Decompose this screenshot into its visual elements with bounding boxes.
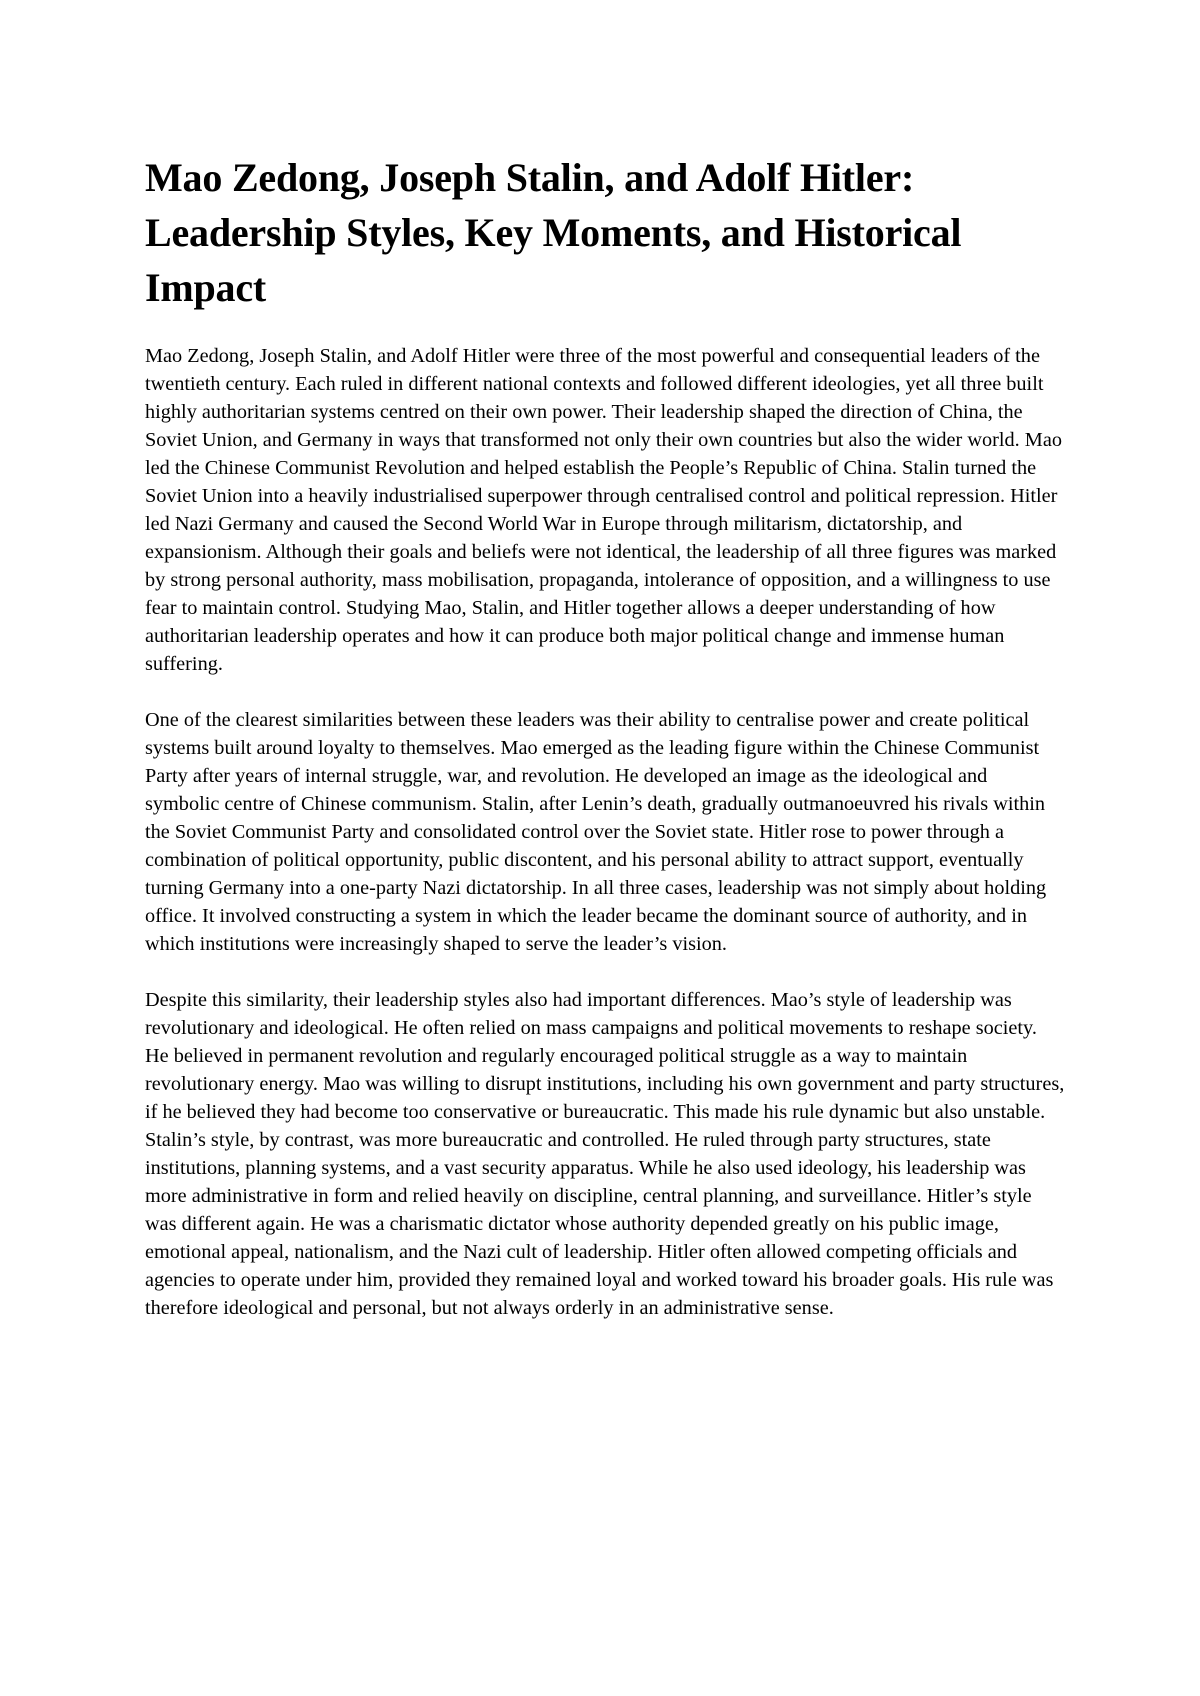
document-title: Mao Zedong, Joseph Stalin, and Adolf Hitler: Leadership Styles, Key Moments, and Historical Impact bbox=[145, 155, 962, 310]
paragraph-similarities: One of the clearest similarities between these leaders was their ability to centralise power and create political systems built around loyalty to themselves. Mao emerged as the leading figure within the Chinese Communist Party after years of internal struggle, war, and revolution. He developed an image as the ideological and symbolic centre of Chinese communism. Stalin, after Lenin’s death, gradually outmanoeuvred his rivals within the Soviet Communist Party and consolidated control over the Soviet state. Hitler rose to power through a combination of political opportunity, public discontent, and his personal ability to attract support, eventually turning Germany into a one-party Nazi dictatorship. In all three cases, leadership was not simply about holding office. It involved constructing a system in which the leader became the dominant source of authority, and in which institutions were increasingly shaped to serve the leader’s vision. bbox=[145, 709, 1047, 955]
paragraph-intro: Mao Zedong, Joseph Stalin, and Adolf Hitler were three of the most powerful and consequential leaders of the twentieth century. Each ruled in different national contexts and followed different ideologies, yet all three built highly authoritarian systems centred on their own power. Their leadership shaped the direction of China, the Soviet Union, and Germany in ways that transformed not only their own countries but also the wider world. Mao led the Chinese Communist Revolution and helped establish the People’s Republic of China. Stalin turned the Soviet Union into a heavily industrialised superpower through centralised control and political repression. Hitler led Nazi Germany and caused the Second World War in Europe through militarism, dictatorship, and expansionism. Although their goals and beliefs were not identical, the leadership of all three figures was marked by strong personal authority, mass mobilisation, propaganda, intolerance of opposition, and a willingness to use fear to maintain control. Studying Mao, Stalin, and Hitler together allows a deeper understanding of how authoritarian leadership operates and how it can produce both major political change and immense human suffering. bbox=[145, 345, 1062, 675]
paragraph-differences: Despite this similarity, their leadership styles also had important differences. Mao’s style of leadership was revolutionary and ideological. He often relied on mass campaigns and political movements to reshape society. He believed in permanent revolution and regularly encouraged political struggle as a way to maintain revolutionary energy. Mao was willing to disrupt institutions, including his own government and party structures, if he believed they had become too conservative or bureaucratic. This made his rule dynamic but also unstable. Stalin’s style, by contrast, was more bureaucratic and controlled. He ruled through party structures, state institutions, planning systems, and a vast security apparatus. While he also used ideology, his leadership was more administrative in form and relied heavily on discipline, central planning, and surveillance. Hitler’s style was different again. He was a charismatic dictator whose authority depended greatly on his public image, emotional appeal, nationalism, and the Nazi cult of leadership. Hitler often allowed competing officials and agencies to operate under him, provided they remained loyal and worked toward his broader goals. His rule was therefore ideological and personal, but not always orderly in an administrative sense. bbox=[145, 989, 1065, 1319]
document-body bbox=[145, 150, 1065, 1350]
